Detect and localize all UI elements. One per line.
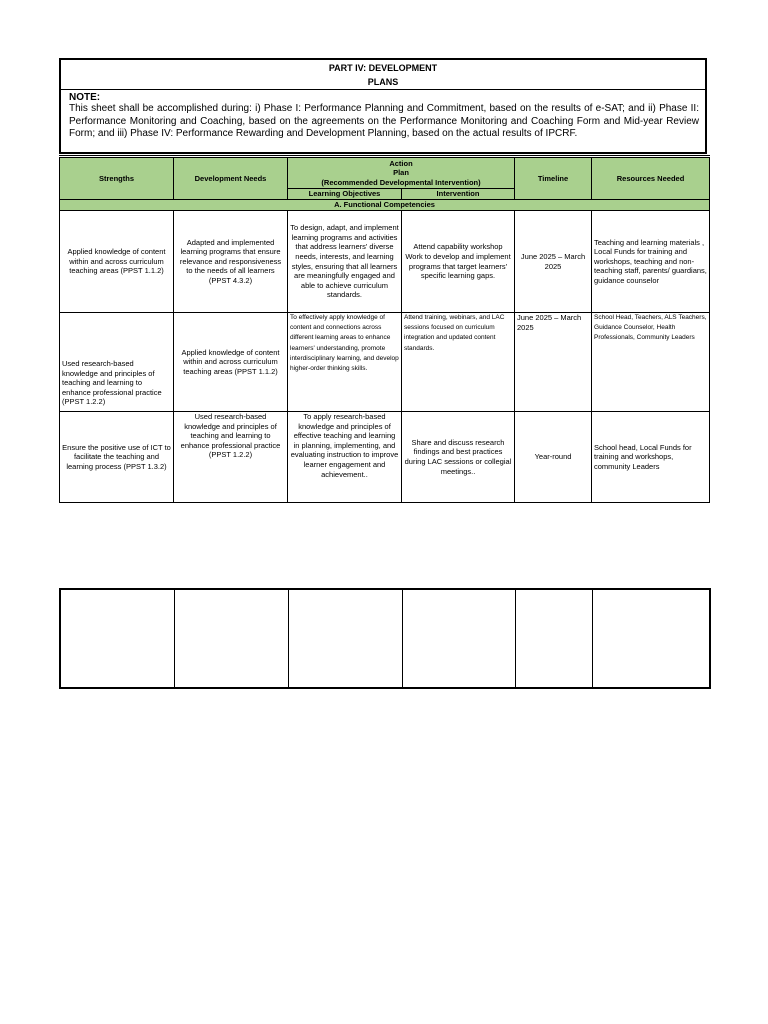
cell-resources: School head, Local Funds for training and workshops, community Leaders: [592, 412, 710, 503]
development-plan-header: [59, 58, 707, 154]
cell-strengths: Applied knowledge of content within and across curriculum teaching areas (PPST 1.1.2): [60, 211, 174, 313]
cell-timeline: Year-round: [515, 412, 592, 503]
cell-development-needs: Adapted and implemented learning programs that ensure relevance and responsiveness to the needs of all learners (PPST 4.3.2): [174, 211, 288, 313]
action-plan-line2: Plan: [393, 168, 409, 178]
cell-strengths: Ensure the positive use of ICT to facilitate the teaching and learning process (PPST 1.3.2): [60, 412, 174, 503]
page-title-line1: PART IV: DEVELOPMENT: [328, 63, 438, 73]
cell-development-needs: Used research-based knowledge and principles of teaching and learning to enhance professional practice (PPST 1.2.2): [174, 412, 288, 503]
action-plan-line3: (Recommended Developmental Intervention): [321, 177, 481, 187]
cell-learning-objectives: To effectively apply knowledge of content and connections across different learning areas to enhance learners' understanding, promote interdisciplinary learning, and develop higher-order thinking skills.: [288, 313, 402, 412]
section-label-functional-competencies: A. Functional Competencies: [60, 200, 710, 211]
cell-learning-objectives: To design, adapt, and implement learning programs and activities that address learners' diverse needs, interests, and learning styles, ensuring that all learners are meaningfully engaged and able to achieve curriculum standards.: [288, 211, 402, 313]
column-header-strengths: Strengths: [60, 157, 174, 200]
empty-cell: [174, 589, 288, 688]
empty-table-row: [60, 589, 710, 688]
table-row: [60, 412, 710, 503]
column-header-timeline: Timeline: [515, 157, 592, 200]
cell-intervention: Share and discuss research findings and best practices during LAC sessions or collegial meetings..: [402, 412, 515, 503]
column-header-action-plan: [288, 157, 515, 189]
action-plan-line1: Action: [389, 158, 413, 168]
empty-cell: [402, 589, 515, 688]
column-header-intervention: Intervention: [402, 189, 515, 200]
cell-resources: Teaching and learning materials , Local Funds for training and workshops, teaching and non-teaching staff, parents/ guardians, guidance counselor: [592, 211, 710, 313]
empty-plan-table: [59, 588, 711, 689]
column-header-development-needs: Development Needs: [174, 157, 288, 200]
title-divider: [61, 89, 705, 90]
cell-intervention: Attend capability workshop Work to develop and implement programs that target learners' specific learning gaps.: [402, 211, 515, 313]
table-row: [60, 211, 710, 313]
page-title-line2: PLANS: [367, 77, 399, 87]
empty-cell: [592, 589, 710, 688]
cell-development-needs: Applied knowledge of content within and across curriculum teaching areas (PPST 1.1.2): [174, 313, 288, 412]
empty-cell: [60, 589, 174, 688]
column-header-learning-objectives: Learning Objectives: [288, 189, 402, 200]
empty-cell: [288, 589, 402, 688]
development-plan-table: [59, 155, 710, 503]
note-label: NOTE:: [69, 92, 101, 103]
cell-learning-objectives: To apply research-based knowledge and principles of effective teaching and learning in planning, implementing, and evaluating instruction to improve learner engagement and achievement..: [288, 412, 402, 503]
cell-strengths: Used research-based knowledge and principles of teaching and learning to enhance professional practice (PPST 1.2.2): [60, 313, 174, 412]
cell-timeline: June 2025 – March 2025: [515, 313, 592, 412]
cell-intervention: Attend training, webinars, and LAC sessions focused on curriculum integration and updated content standards.: [402, 313, 515, 412]
cell-resources: School Head, Teachers, ALS Teachers, Guidance Counselor, Health Professionals, Community Leaders: [592, 313, 710, 412]
note-text: This sheet shall be accomplished during: i) Phase I: Performance Planning and Commitment, based on the results of e-SAT; and ii) Phase II: Performance Monitoring and Coaching, based on the agreements on the Performance Monitoring and Coaching Form and Mid-year Review Form; and iii) Phase IV: Performance Rewarding and Development Planning, based on the actual results of IPCRF.: [69, 103, 699, 139]
column-header-resources: Resources Needed: [592, 157, 710, 200]
empty-cell: [515, 589, 592, 688]
cell-timeline: June 2025 – March 2025: [515, 211, 592, 313]
table-row: [60, 313, 710, 412]
